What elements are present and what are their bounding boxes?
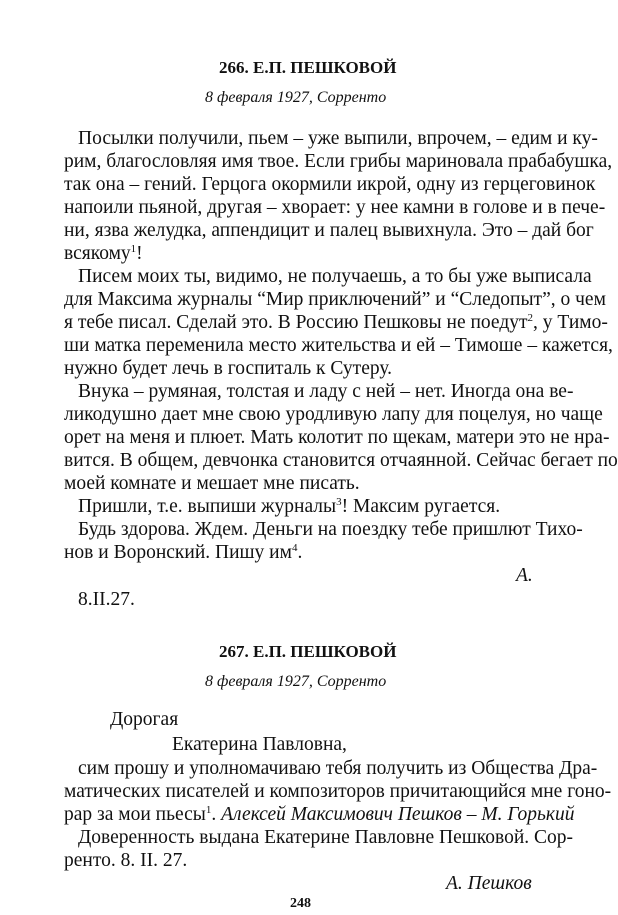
letter-266-line: моей комнате и мешает мне писать. bbox=[64, 473, 360, 494]
text-segment: всякому bbox=[64, 243, 131, 264]
text-segment: . bbox=[211, 804, 217, 825]
letter-266-line: Внука – румяная, толстая и ладу с ней – нет. Иногда она ве- bbox=[78, 381, 574, 402]
letter-266-closing-date: 8.II.27. bbox=[78, 589, 135, 610]
footnote-ref: 3 bbox=[336, 496, 342, 508]
letter-266-line: так она – гений. Герцога окормили икрой, одну из герцеговинок bbox=[64, 174, 596, 195]
letter-266-heading: 266. Е.П. ПЕШКОВОЙ bbox=[219, 58, 397, 77]
letter-267-line: ренто. 8. II. 27. bbox=[64, 850, 188, 871]
letter-266-date: 8 февраля 1927, Сорренто bbox=[205, 89, 387, 106]
italic-signature-line: Алексей Максимович Пешков – М. Горький bbox=[221, 804, 575, 825]
text-segment: нов и Воронский. Пишу им bbox=[64, 542, 292, 563]
letter-266-line: ши матка переменила место жительства и ей – Тимоше – кажется, bbox=[64, 335, 613, 356]
letter-267-line: матических писателей и композиторов причитающийся мне гоно- bbox=[64, 781, 612, 802]
letter-266-line: ни, язва желудка, аппендицит и палец вывихнула. Это – дай бог bbox=[64, 220, 594, 241]
text-segment: . bbox=[297, 542, 303, 563]
letter-266-signature: А. bbox=[516, 565, 533, 586]
letter-266-line: Писем моих ты, видимо, не получаешь, а то бы уже выписала bbox=[78, 266, 592, 287]
exclamation: ! bbox=[136, 243, 143, 264]
letter-266-line bbox=[64, 542, 302, 564]
letter-266-line: рим, благословляя имя твое. Если грибы мариновала прабабушка, bbox=[64, 151, 613, 172]
letter-266-line: напоили пьяной, другая – хворает: у нее камни в голове и в пече- bbox=[64, 197, 606, 218]
letter-266-line bbox=[64, 243, 143, 265]
footnote-ref: 4 bbox=[291, 542, 298, 554]
footnote-ref: 2 bbox=[527, 312, 534, 324]
letter-267-line: Доверенность выдана Екатерине Павловне Пешковой. Сор- bbox=[78, 827, 574, 848]
letter-267-date: 8 февраля 1927, Сорренто bbox=[205, 673, 387, 690]
letter-266-line bbox=[78, 496, 500, 518]
letter-267-signature: А. Пешков bbox=[446, 873, 532, 894]
letter-267-heading: 267. Е.П. ПЕШКОВОЙ bbox=[219, 642, 397, 661]
letter-266-line: орет на меня и плюет. Мать колотит по щекам, матери это не нра- bbox=[64, 427, 610, 448]
text-segment: , у Тимо- bbox=[533, 312, 608, 333]
letter-267-line: сим прошу и уполномачиваю тебя получить из Общества Дра- bbox=[78, 758, 598, 779]
text-segment: я тебе писал. Сделай это. В Россию Пешковы не поедут bbox=[64, 312, 528, 333]
footnote-ref: 1 bbox=[130, 243, 137, 255]
letter-266-line: ликодушно дает мне свою уродливую лапу для поцелуя, но чаще bbox=[64, 404, 603, 425]
footnote-ref: 1 bbox=[205, 804, 212, 816]
text-segment: рар за мои пьесы bbox=[64, 804, 206, 825]
letter-266-line: Посылки получили, пьем – уже выпили, впрочем, – едим и ку- bbox=[78, 128, 598, 149]
letter-267-salutation-name: Екатерина Павловна, bbox=[172, 734, 347, 755]
page-number: 248 bbox=[290, 896, 311, 911]
letter-266-line: для Максима журналы “Мир приключений” и “Следопыт”, о чем bbox=[64, 289, 606, 310]
letter-266-line: вится. В общем, девчонка становится отчаянной. Сейчас бегает по bbox=[64, 450, 618, 471]
letter-266-line: Будь здорова. Ждем. Деньги на поездку тебе пришлют Тихо- bbox=[78, 519, 583, 540]
letter-267-line bbox=[64, 804, 574, 826]
text-segment: Пришли, т.е. выпиши журналы bbox=[78, 496, 337, 517]
letter-266-line: нужно будет лечь в госпиталь к Сутеру. bbox=[64, 358, 393, 379]
letter-266-line bbox=[64, 312, 608, 334]
text-segment: ! Максим ругается. bbox=[341, 496, 501, 517]
letter-267-salutation: Дорогая bbox=[110, 709, 179, 730]
